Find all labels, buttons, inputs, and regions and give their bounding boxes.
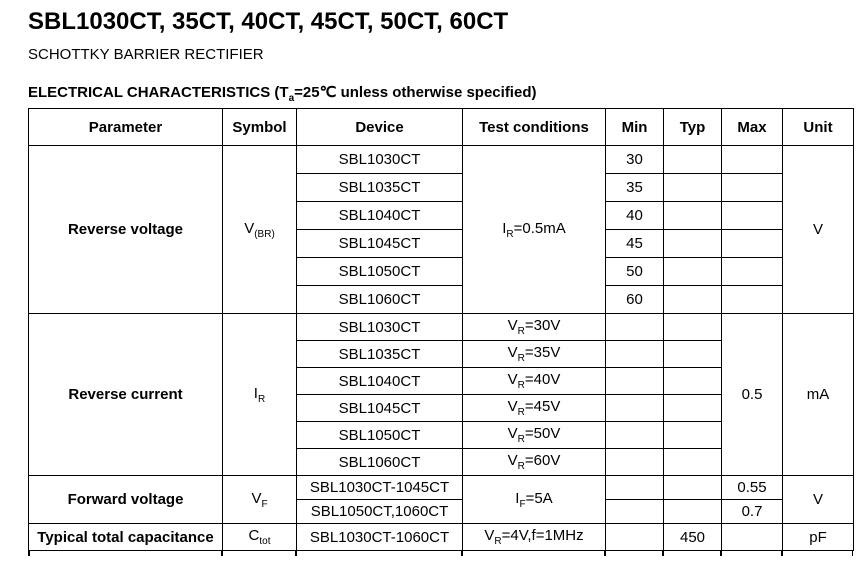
tc-base: V xyxy=(507,452,518,469)
max-cell: 0.5 xyxy=(722,314,783,476)
tc-subscript: R xyxy=(506,228,514,240)
max-cell-empty xyxy=(722,202,783,230)
header-unit: Unit xyxy=(783,109,854,146)
parameter-cell-reverse-voltage: Reverse voltage xyxy=(29,146,223,314)
max-cell: 0.7 xyxy=(722,500,783,524)
table-continuation-stub xyxy=(295,551,297,556)
min-cell: 45 xyxy=(606,230,664,258)
tc-value: =30V xyxy=(524,317,561,334)
min-cell: 60 xyxy=(606,286,664,314)
tc-value: =45V xyxy=(524,398,561,415)
min-cell: 30 xyxy=(606,146,664,174)
symbol-subscript: R xyxy=(257,393,266,405)
table-continuation-stubs xyxy=(28,551,853,557)
tc-base: V xyxy=(507,398,518,415)
tc-subscript: R xyxy=(517,407,525,418)
device-cell: SBL1030CT-1045CT xyxy=(297,476,463,500)
device-cell: SBL1030CT xyxy=(297,314,463,341)
device-cell: SBL1030CT-1060CT xyxy=(297,524,463,551)
min-cell-empty xyxy=(606,500,664,524)
symbol-subscript: (BR) xyxy=(254,228,275,240)
typ-cell-empty xyxy=(664,500,722,524)
table-continuation-stub xyxy=(461,551,463,556)
symbol-base: V xyxy=(251,489,262,507)
table-continuation-stub xyxy=(604,551,606,556)
table-continuation-stub xyxy=(662,551,664,556)
typ-cell-empty xyxy=(664,286,722,314)
tc-value: =0.5mA xyxy=(513,219,566,237)
typ-cell-empty xyxy=(664,449,722,476)
device-cell: SBL1035CT xyxy=(297,174,463,202)
unit-cell: pF xyxy=(783,524,854,551)
test-condition-cell xyxy=(463,449,606,476)
min-cell-empty xyxy=(606,314,664,341)
symbol-cell-vbr xyxy=(223,146,297,314)
table-continuation-stub xyxy=(221,551,223,556)
tc-base: V xyxy=(507,425,518,442)
max-cell-empty xyxy=(722,524,783,551)
symbol-cell-ir xyxy=(223,314,297,476)
typ-cell-empty xyxy=(664,202,722,230)
test-condition-cell xyxy=(463,314,606,341)
min-cell-empty xyxy=(606,395,664,422)
table-row xyxy=(29,476,854,500)
tc-value: =50V xyxy=(524,425,561,442)
tc-base: V xyxy=(507,317,518,334)
typ-cell-empty xyxy=(664,314,722,341)
tc-base: V xyxy=(507,371,518,388)
parameter-cell-reverse-current: Reverse current xyxy=(29,314,223,476)
header-parameter: Parameter xyxy=(29,109,223,146)
test-condition-cell xyxy=(463,146,606,314)
tc-base: V xyxy=(484,527,495,544)
tc-subscript: R xyxy=(517,461,525,472)
tc-value: =5A xyxy=(525,489,553,507)
typ-cell-empty xyxy=(664,368,722,395)
device-cell: SBL1060CT xyxy=(297,449,463,476)
symbol-subscript: F xyxy=(261,498,268,510)
tc-subscript: R xyxy=(517,353,525,364)
header-max: Max xyxy=(722,109,783,146)
typ-cell-empty xyxy=(664,422,722,449)
table-continuation-stub xyxy=(852,551,854,556)
test-condition-cell xyxy=(463,341,606,368)
tc-value: =60V xyxy=(524,452,561,469)
unit-cell: V xyxy=(783,476,854,524)
table-row xyxy=(29,524,854,551)
typ-cell-empty xyxy=(664,341,722,368)
device-cell: SBL1045CT xyxy=(297,395,463,422)
test-condition-cell xyxy=(463,422,606,449)
min-cell-empty xyxy=(606,476,664,500)
min-cell-empty xyxy=(606,524,664,551)
max-cell-empty xyxy=(722,258,783,286)
table-continuation-stub xyxy=(781,551,783,556)
section-heading-subscript: a xyxy=(288,93,295,104)
device-cell: SBL1050CT xyxy=(297,422,463,449)
symbol-cell-ctot xyxy=(223,524,297,551)
typ-cell-empty xyxy=(664,258,722,286)
min-cell: 50 xyxy=(606,258,664,286)
device-cell: SBL1050CT,1060CT xyxy=(297,500,463,524)
unit-cell: mA xyxy=(783,314,854,476)
min-cell-empty xyxy=(606,368,664,395)
section-heading xyxy=(28,83,536,104)
electrical-characteristics-table xyxy=(28,108,854,551)
table-continuation-stub xyxy=(720,551,722,556)
min-cell: 40 xyxy=(606,202,664,230)
tc-subscript: R xyxy=(494,536,502,547)
page-title: SBL1030CT, 35CT, 40CT, 45CT, 50CT, 60CT xyxy=(28,8,509,35)
section-heading-post: =25℃ unless otherwise specified) xyxy=(294,84,537,101)
typ-cell-empty xyxy=(664,476,722,500)
max-cell: 0.55 xyxy=(722,476,783,500)
device-cell: SBL1060CT xyxy=(297,286,463,314)
typ-cell-empty xyxy=(664,146,722,174)
tc-base: I xyxy=(515,489,520,507)
max-cell-empty xyxy=(722,230,783,258)
tc-value: =35V xyxy=(524,344,561,361)
header-typ: Typ xyxy=(664,109,722,146)
test-condition-cell xyxy=(463,368,606,395)
device-cell: SBL1035CT xyxy=(297,341,463,368)
tc-subscript: F xyxy=(519,498,526,510)
typ-cell-empty xyxy=(664,395,722,422)
tc-subscript: R xyxy=(517,326,525,337)
symbol-base: V xyxy=(244,219,255,237)
min-cell-empty xyxy=(606,449,664,476)
device-cell: SBL1045CT xyxy=(297,230,463,258)
tc-base: I xyxy=(502,219,507,237)
header-test-conditions: Test conditions xyxy=(463,109,606,146)
symbol-base: I xyxy=(253,384,258,402)
test-condition-cell xyxy=(463,524,606,551)
min-cell: 35 xyxy=(606,174,664,202)
typ-cell-empty xyxy=(664,230,722,258)
symbol-base: C xyxy=(248,527,260,544)
symbol-cell-vf xyxy=(223,476,297,524)
device-cell: SBL1040CT xyxy=(297,368,463,395)
table-header-row xyxy=(29,109,854,146)
electrical-characteristics-table-wrap xyxy=(28,108,853,557)
tc-subscript: R xyxy=(517,434,525,445)
section-heading-pre: ELECTRICAL CHARACTERISTICS (T xyxy=(28,84,289,101)
device-cell: SBL1040CT xyxy=(297,202,463,230)
parameter-cell-forward-voltage: Forward voltage xyxy=(29,476,223,524)
device-cell: SBL1030CT xyxy=(297,146,463,174)
table-row xyxy=(29,146,854,174)
min-cell-empty xyxy=(606,341,664,368)
typ-cell-empty xyxy=(664,174,722,202)
symbol-subscript: tot xyxy=(259,536,271,547)
device-cell: SBL1050CT xyxy=(297,258,463,286)
table-row xyxy=(29,314,854,341)
unit-cell: V xyxy=(783,146,854,314)
max-cell-empty xyxy=(722,286,783,314)
max-cell-empty xyxy=(722,174,783,202)
tc-base: V xyxy=(507,344,518,361)
min-cell-empty xyxy=(606,422,664,449)
test-condition-cell xyxy=(463,395,606,422)
tc-value: =4V,f=1MHz xyxy=(501,527,584,544)
tc-value: =40V xyxy=(524,371,561,388)
max-cell-empty xyxy=(722,146,783,174)
table-continuation-stub xyxy=(28,551,30,556)
header-symbol: Symbol xyxy=(223,109,297,146)
page-subtitle: SCHOTTKY BARRIER RECTIFIER xyxy=(28,46,264,63)
test-condition-cell xyxy=(463,476,606,524)
typ-cell: 450 xyxy=(664,524,722,551)
header-device: Device xyxy=(297,109,463,146)
parameter-cell-capacitance: Typical total capacitance xyxy=(29,524,223,551)
tc-subscript: R xyxy=(517,380,525,391)
header-min: Min xyxy=(606,109,664,146)
